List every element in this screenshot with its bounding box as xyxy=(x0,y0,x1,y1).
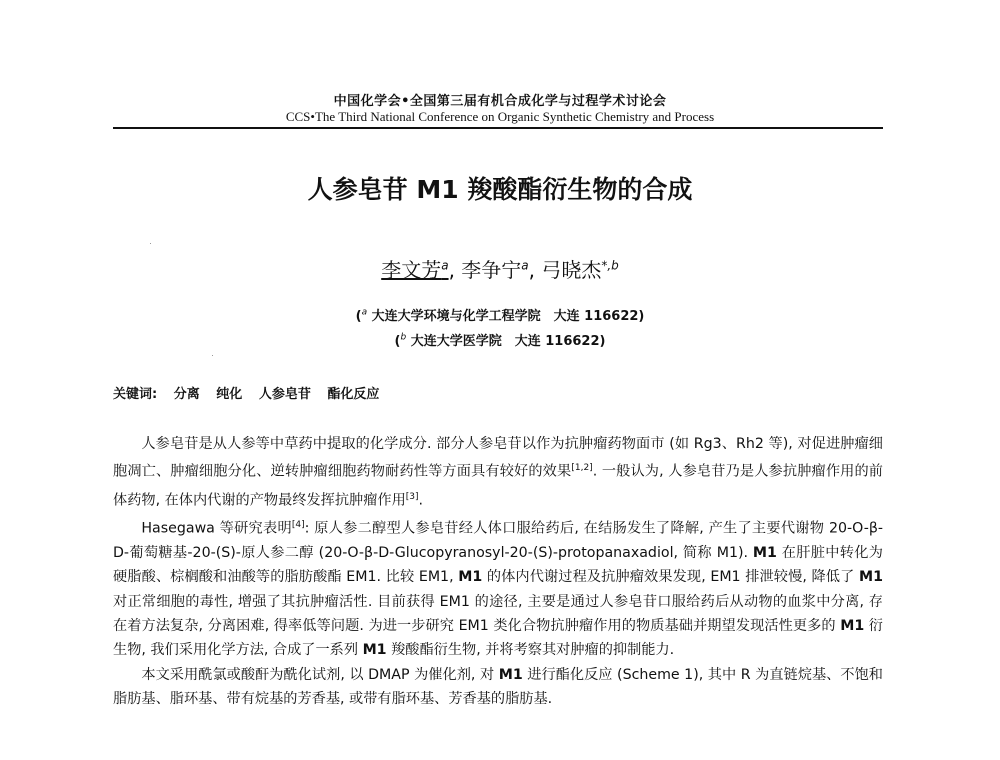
compound-label-m1: M1 xyxy=(859,569,883,586)
affiliation-b-mark: b xyxy=(400,332,407,343)
paragraph-2-text: 衍生物, 我们采用化学方法, 合成了一系列 xyxy=(113,618,883,659)
author-list xyxy=(0,254,1000,283)
paragraph-1-text: . xyxy=(418,492,424,509)
conference-header-chinese: 中国化学会•全国第三届有机合成化学与过程学术讨论会 xyxy=(333,94,667,109)
paragraph-3-text: 进行酯化反应 (Scheme 1), 其中 R 为直链烷基、不饱和脂肪基、脂环基、带有烷基的芳香基, 或带有脂环基、芳香基的脂肪基. xyxy=(113,666,883,708)
author-1-affil-mark: a xyxy=(441,258,449,273)
paragraph-2-text: : 原人参二醇型人参皂苷经人体口服给药后, 在结肠发生了降解, 产生了主要代谢物 20-O-β-D-葡萄糖基-20-(S)-原人参二醇 (20-O-β-D-Glucopyranosyl-20-(S)-protopanaxadiol, 简称 M1). xyxy=(113,520,883,561)
citation-ref: [1,2] xyxy=(571,463,593,474)
body-text xyxy=(113,432,883,712)
keyword-item: 分离 xyxy=(173,387,200,402)
keywords-label: 关键词: xyxy=(113,387,158,402)
paragraph-1-text: 人参皂苷是从人参等中草药中提取的化学成分. 部分人参皂苷以作为抗肿瘤药物面市 (如 Rg3、Rh2 等), 对促进肿瘤细胞凋亡、肿瘤细胞分化、逆转肿瘤细胞药物耐药性等方面具有较好的效果 xyxy=(113,436,883,481)
keywords-line xyxy=(113,383,883,402)
affiliation-a-mark: a xyxy=(361,307,368,318)
author-separator: , xyxy=(528,258,542,282)
citation-ref: [4] xyxy=(291,519,305,530)
affiliation-b-text: 大连大学医学院 大连 116622) xyxy=(406,334,606,349)
keyword-item: 人参皂苷 xyxy=(258,387,311,402)
conference-header-english: CCS•The Third National Conference on Organic Synthetic Chemistry and Process xyxy=(285,109,715,124)
paragraph-1-text: . 一般认为, 人参皂苷乃是人参抗肿瘤作用的前体药物, 在体内代谢的产物最终发挥抗肿瘤作用 xyxy=(113,464,883,509)
paragraph-2 xyxy=(113,513,883,663)
paragraph-2-text: Hasegawa 等研究表明 xyxy=(141,520,292,537)
keyword-item: 酯化反应 xyxy=(327,387,380,402)
author-1-name: 李文芳 xyxy=(381,258,442,282)
header-rule xyxy=(113,127,883,129)
affiliation-a-text: 大连大学环境与化学工程学院 大连 116622) xyxy=(367,309,645,324)
paragraph-2-text: 的体内代谢过程及抗肿瘤效果发现, EM1 排泄较慢, 降低了 xyxy=(482,569,859,586)
author-3-name: 弓晓杰 xyxy=(541,258,602,282)
author-3-affil-mark: *,b xyxy=(601,258,619,273)
compound-label-m1: M1 xyxy=(458,569,483,586)
paper-title: 人参皂苷 M1 羧酸酯衍生物的合成 xyxy=(307,175,693,204)
compound-label-m1: M1 xyxy=(752,544,777,561)
scan-speck xyxy=(212,355,213,356)
paragraph-2-text: 在肝脏中转化为硬脂酸、棕榈酸和油酸等的脂肪酸酯 EM1. 比较 EM1, xyxy=(113,544,883,586)
author-2-name: 李争宁 xyxy=(461,258,522,282)
paragraph-1 xyxy=(113,432,883,513)
compound-label-m1: M1 xyxy=(362,642,387,659)
keyword-item: 纯化 xyxy=(216,387,243,402)
paragraph-3-text: 本文采用酰氯或酸酐为酰化试剂, 以 DMAP 为催化剂, 对 xyxy=(141,666,499,683)
paragraph-3 xyxy=(113,663,883,712)
compound-label-m1: M1 xyxy=(840,618,865,635)
author-1 xyxy=(381,258,448,282)
affiliation-b: ($^b$ 大连大学医学院 大连 116622) xyxy=(394,332,606,349)
affiliation-a: ($^a$ 大连大学环境与化学工程学院 大连 116622) xyxy=(355,307,645,324)
scan-speck xyxy=(150,243,151,244)
compound-label-m1: M1 xyxy=(498,666,523,683)
paragraph-2-text: 对正常细胞的毒性, 增强了其抗肿瘤活性. 目前获得 EM1 的途径, 主要是通过人参皂苷口服给药后从动物的血浆中分离, 存在着方法复杂, 分离困难, 得率低等问题. 为进一步研究 EM1 类化合物抗肿瘤作用的物质基础并期望发现活性更多的 xyxy=(113,593,883,635)
author-separator: , xyxy=(448,258,462,282)
author-2-affil-mark: a xyxy=(521,258,529,273)
paragraph-2-text: 羧酸酯衍生物, 并将考察其对肿瘤的抑制能力. xyxy=(386,642,675,659)
citation-ref: [3] xyxy=(405,491,419,502)
